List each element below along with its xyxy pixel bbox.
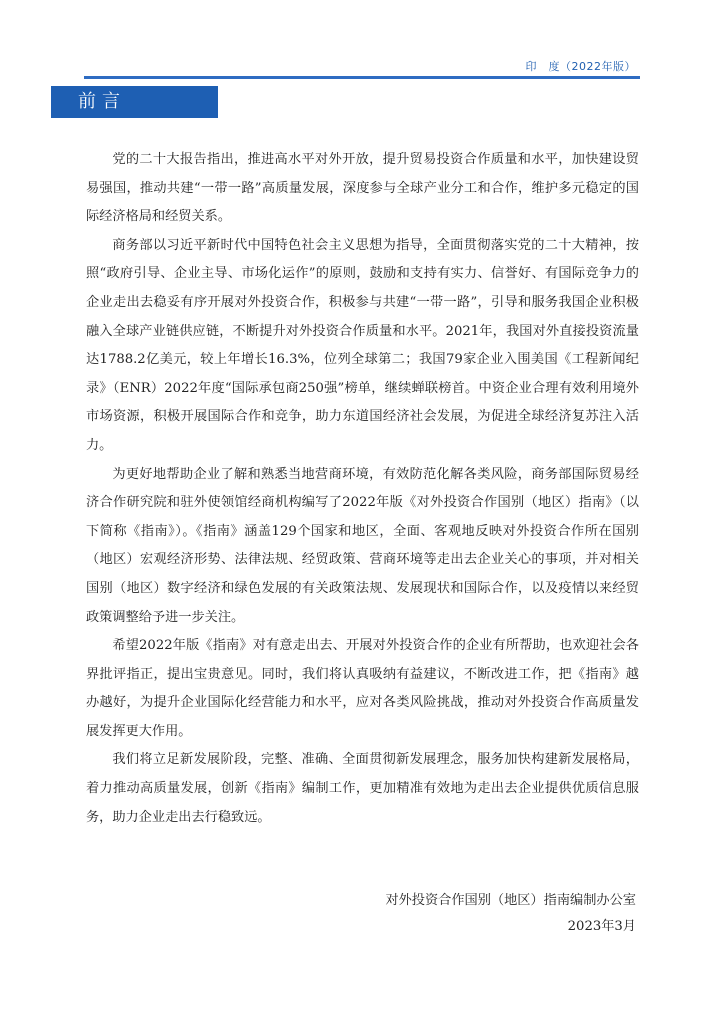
signature-organization: 对外投资合作国别（地区）指南编制办公室 xyxy=(385,893,636,908)
signature-date: 2023年3月 xyxy=(567,919,636,934)
header-rule xyxy=(84,76,640,79)
paragraph: 党的二十大报告指出，推进高水平对外开放，提升贸易投资合作质量和水平，加快建设贸易强国，推动共建“一带一路”高质量发展，深度参与全球产业分工和合作，维护多元稳定的国际经济格局和经贸关系。 xyxy=(86,152,639,225)
paragraph: 希望2022年版《指南》对有意走出去、开展对外投资合作的企业有所帮助，也欢迎社会各界批评指正，提出宝贵意见。同时，我们将认真吸纳有益建议，不断改进工作，把《指南》越办越好，为提升企业国际化经营能力和水平，应对各类风险挑战，推动对外投资合作高质量发展发挥更大作用。 xyxy=(86,638,639,739)
running-header: 印 度（2022年版） xyxy=(525,60,636,73)
paragraph: 我们将立足新发展阶段，完整、准确、全面贯彻新发展理念，服务加快构建新发展格局，着力推动高质量发展，创新《指南》编制工作，更加精准有效地为走出去企业提供优质信息服务，助力企业走出去行稳致远。 xyxy=(86,752,639,825)
paragraph: 为更好地帮助企业了解和熟悉当地营商环境，有效防范化解各类风险，商务部国际贸易经济合作研究院和驻外使领馆经商机构编写了2022年版《对外投资合作国别（地区）指南》（以下简称《指南》）。《指南》涵盖129个国家和地区，全面、客观地反映对外投资合作所在国别（地区）宏观经济形势、法律法规、经贸政策、营商环境等走出去企业关心的事项，并对相关国别（地区）数字经济和绿色发展的有关政策法规、发展现状和国际合作，以及疫情以来经贸政策调整给予进一步关注。 xyxy=(86,466,639,625)
paragraph: 商务部以习近平新时代中国特色社会主义思想为指导，全面贯彻落实党的二十大精神，按照“政府引导、企业主导、市场化运作”的原则，鼓励和支持有实力、信誉好、有国际竞争力的企业走出去稳妥有序开展对外投资合作，积极参与共建“一带一路”，引导和服务我国企业积极融入全球产业链供应链，不断提升对外投资合作质量和水平。2021年，我国对外直接投资流量达1788.2亿美元，较上年增长16.3%，位列全球第二；我国79家企业入围美国《工程新闻纪录》（ENR）2022年度“国际承包商250强”榜单，继续蝉联榜首。中资企业合理有效利用境外市场资源，积极开展国际合作和竞争，助力东道国经济社会发展，为促进全球经济复苏注入活力。 xyxy=(86,237,639,453)
body-text xyxy=(86,146,639,832)
signature-block xyxy=(385,888,636,940)
section-title: 前言 xyxy=(51,86,218,118)
